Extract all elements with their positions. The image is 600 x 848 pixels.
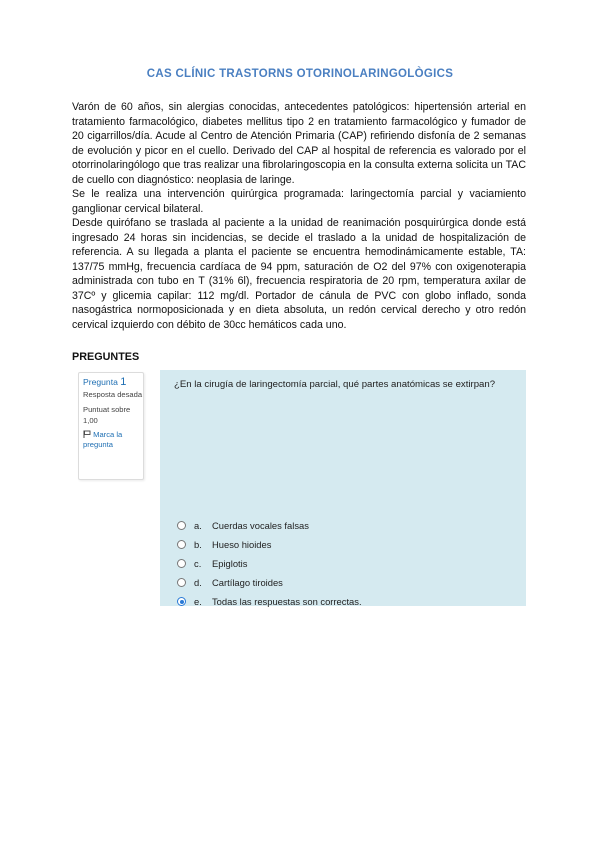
answer-option[interactable] <box>177 535 362 554</box>
answer-text: Epiglotis <box>212 558 248 569</box>
page-title: CAS CLÍNIC TRASTORNS OTORINOLARINGOLÒGICS <box>146 68 454 80</box>
answer-text: Cuerdas vocales falsas <box>212 520 309 531</box>
radio-button[interactable] <box>177 597 186 606</box>
flag-question-link[interactable] <box>83 430 143 450</box>
case-paragraph: Desde quirófano se traslada al paciente a la unidad de reanimación posquirúrgica donde está ingresado 24 horas sin incidencias, se decide el traslado a la unidad de hospitalización de referencia. A su llegada a planta el paciente se encuentra hemodinámicamente estable, TA: 137/75 mmHg, frecuencia cardíaca de 94 ppm, saturación de O2 del 97% con oxigenoterapia administrada con tubo en T (31% 6l), frecuencia respiratoria de 20 rpm, temperatura axilar de 37Cº y glicemia capilar: 112 mg/dl. Portador de cánula de PVC con globo inflado, sonda nasogástrica normoposicionada y en dieta absoluta, un redón cervical derecho y otro redón cervical izquierdo con débito de 30cc hemáticos cada uno. <box>72 217 526 331</box>
question-score: Puntuat sobre 1,00 <box>83 405 131 425</box>
answer-letter: a. <box>194 520 202 531</box>
answer-option[interactable] <box>177 516 362 535</box>
radio-button[interactable] <box>177 540 186 549</box>
radio-button[interactable] <box>177 521 186 530</box>
answer-option[interactable] <box>177 592 362 611</box>
radio-button[interactable] <box>177 559 186 568</box>
radio-button[interactable] <box>177 578 186 587</box>
flag-question-label: Marca la pregunta <box>83 430 123 449</box>
answer-letter: e. <box>194 596 202 607</box>
question-label: Pregunta <box>83 377 118 387</box>
answer-letter: c. <box>194 558 202 569</box>
answer-list <box>177 516 362 611</box>
answer-option[interactable] <box>177 573 362 592</box>
section-heading: PREGUNTES <box>72 351 140 363</box>
question-status: Resposta desada <box>83 390 143 399</box>
flag-icon <box>83 430 91 438</box>
answer-letter: b. <box>194 539 202 550</box>
answer-letter: d. <box>194 577 202 588</box>
case-paragraph: Varón de 60 años, sin alergias conocidas, antecedentes patológicos: hipertensión arterial en tratamiento farmacológico, diabetes mellitus tipo 2 en tratamiento farmacológico y fumador de 20 cigarrillos/día. Acude al Centro de Atención Primaria (CAP) refiriendo disfonía de 2 semanas de evolución y picor en el cuello. Derivado del CAP al hospital de referencia es valorado por el otorrinolaringólogo que tras realizar una fibrolaringoscopia en la consulta externa solicita un TAC de cuello con diagnóstico: neoplasia de laringe. <box>72 101 526 186</box>
question-number-value: 1 <box>120 376 127 388</box>
question-info-box <box>78 372 144 480</box>
case-description <box>72 100 526 332</box>
case-paragraph: Se le realiza una intervención quirúrgica programada: laringectomía parcial y vaciamiento ganglionar cervical bilateral. <box>72 188 526 215</box>
question-text: ¿En la cirugía de laringectomía parcial, qué partes anatómicas se extirpan? <box>174 379 496 390</box>
answer-option[interactable] <box>177 554 362 573</box>
answer-text: Cartílago tiroides <box>212 577 283 588</box>
answer-text: Hueso hioides <box>212 539 272 550</box>
answer-text: Todas las respuestas son correctas. <box>212 596 362 607</box>
question-number <box>83 376 143 389</box>
question-content <box>160 370 526 606</box>
